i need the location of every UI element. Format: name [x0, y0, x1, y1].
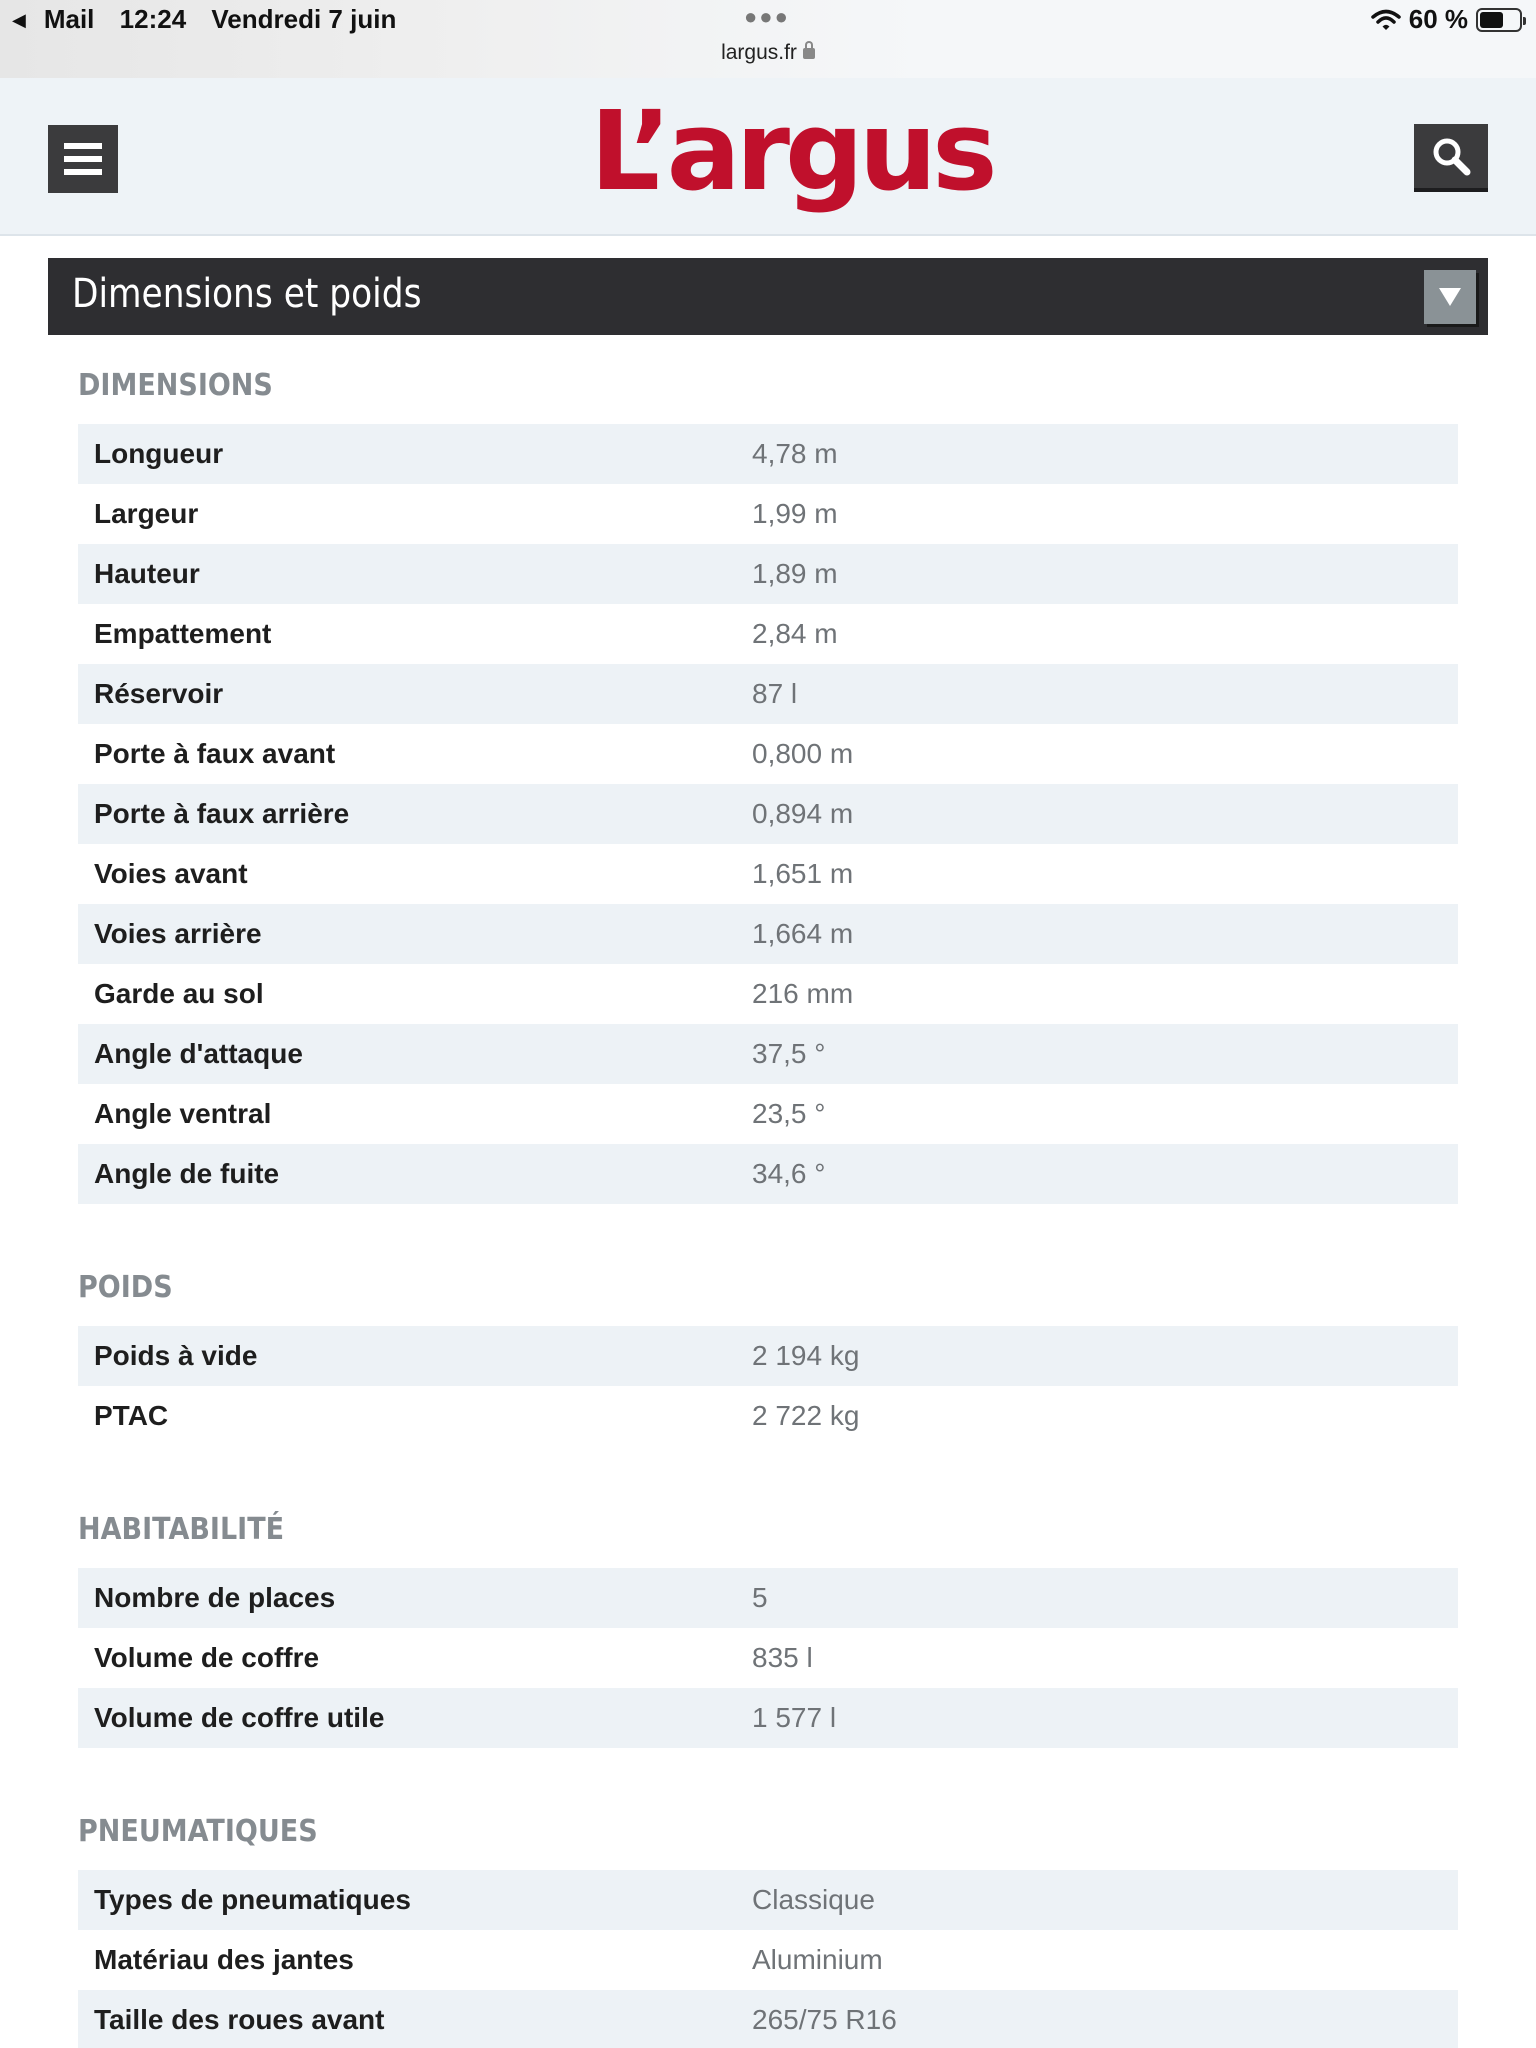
search-icon [1430, 135, 1472, 177]
table-row [78, 1688, 1458, 1748]
status-right [1371, 4, 1522, 35]
site-logo[interactable]: L’argus [590, 87, 993, 215]
menu-button[interactable] [48, 125, 118, 193]
wifi-icon [1371, 9, 1401, 31]
battery-icon [1476, 8, 1522, 32]
spec-label: Longueur [94, 438, 224, 469]
spec-label: Largeur [94, 498, 199, 529]
table-row [78, 1870, 1458, 1930]
hamburger-icon-bar [64, 156, 102, 162]
spec-value: 23,5 ° [752, 1098, 826, 1129]
table-row [78, 1386, 1458, 1446]
table-row [78, 844, 1458, 904]
spec-value: 265/75 R16 [752, 2004, 897, 2035]
table-row [78, 1326, 1458, 1386]
spec-label: PTAC [94, 1400, 169, 1431]
table-row [78, 904, 1458, 964]
spec-label: Volume de coffre [94, 1642, 320, 1673]
table-row [78, 604, 1458, 664]
spec-value: 1,664 m [752, 918, 854, 949]
group-spacer [78, 1446, 1458, 1506]
table-row [78, 964, 1458, 1024]
spec-label: Angle d'attaque [94, 1038, 303, 1069]
spec-value: 34,6 ° [752, 1158, 826, 1189]
group-title: DIMENSIONS [78, 368, 273, 403]
spec-value: 37,5 ° [752, 1038, 826, 1069]
hamburger-icon-bar [64, 169, 102, 175]
spec-value: 4,78 m [752, 438, 838, 469]
search-button[interactable] [1414, 124, 1488, 192]
url-text: largus.fr [721, 41, 797, 64]
status-time: 12:24 [119, 4, 187, 34]
specs-content [78, 362, 1458, 2048]
spec-value: 87 l [752, 678, 798, 709]
spec-label: Voies avant [94, 858, 248, 889]
table-row [78, 1084, 1458, 1144]
status-bar [0, 0, 1536, 78]
group-spacer [78, 1204, 1458, 1264]
table-row [78, 664, 1458, 724]
site-header [0, 78, 1536, 236]
spec-value: 1 577 l [752, 1702, 837, 1733]
section-title: Dimensions et poids [72, 271, 422, 317]
spec-label: Angle de fuite [94, 1158, 280, 1189]
table-row [78, 1930, 1458, 1990]
spec-value: 216 mm [752, 978, 854, 1009]
table-row [78, 1024, 1458, 1084]
table-row [78, 724, 1458, 784]
status-left [12, 4, 414, 35]
spec-label: Matériau des jantes [94, 1944, 354, 1975]
spec-label: Porte à faux avant [94, 738, 336, 769]
spec-table [78, 1326, 1458, 1446]
spec-value: 0,894 m [752, 798, 854, 829]
section-toggle-button[interactable] [1424, 270, 1476, 324]
table-row [78, 1990, 1458, 2048]
spec-label: Réservoir [94, 678, 224, 709]
group-title: HABITABILITÉ [78, 1512, 285, 1547]
back-app-label: Mail [43, 4, 95, 34]
spec-label: Empattement [94, 618, 272, 649]
hamburger-icon [64, 143, 102, 149]
spec-value: 2,84 m [752, 618, 838, 649]
spec-label: Types de pneumatiques [94, 1884, 411, 1915]
chevron-down-icon [1439, 288, 1461, 306]
table-row [78, 544, 1458, 604]
address-bar[interactable] [0, 41, 1536, 65]
table-row [78, 424, 1458, 484]
spec-label: Nombre de places [94, 1582, 336, 1613]
status-date: Vendredi 7 juin [211, 4, 397, 34]
spec-value: 835 l [752, 1642, 813, 1673]
spec-label: Volume de coffre utile [94, 1702, 385, 1733]
back-arrow-icon: ◀ [12, 10, 26, 30]
table-row [78, 784, 1458, 844]
spec-value: 1,99 m [752, 498, 838, 529]
spec-value: 2 194 kg [752, 1340, 860, 1371]
spec-label: Hauteur [94, 558, 200, 589]
spec-table [78, 424, 1458, 1204]
section-header[interactable] [48, 258, 1488, 335]
battery-percent: 60 % [1408, 4, 1468, 34]
spec-label: Porte à faux arrière [94, 798, 350, 829]
spec-label: Angle ventral [94, 1098, 272, 1129]
spec-label: Voies arrière [94, 918, 262, 949]
back-to-app-link[interactable] [12, 4, 94, 34]
group-spacer [78, 1748, 1458, 1808]
spec-table [78, 1568, 1458, 1748]
spec-label: Poids à vide [94, 1340, 258, 1371]
spec-value: 2 722 kg [752, 1400, 860, 1431]
spec-label: Taille des roues avant [94, 2004, 385, 2035]
spec-table [78, 1870, 1458, 2048]
spec-value: Aluminium [752, 1944, 883, 1975]
table-row [78, 1568, 1458, 1628]
group-title: PNEUMATIQUES [78, 1814, 318, 1849]
table-row [78, 484, 1458, 544]
spec-value: 5 [752, 1582, 768, 1613]
group-title: POIDS [78, 1270, 173, 1305]
spec-label: Garde au sol [94, 978, 264, 1009]
table-row [78, 1144, 1458, 1204]
spec-value: Classique [752, 1884, 875, 1915]
spec-value: 1,651 m [752, 858, 854, 889]
battery-fill [1480, 12, 1503, 28]
multitasking-dots-icon[interactable]: ●●● [744, 4, 790, 29]
spec-value: 1,89 m [752, 558, 838, 589]
spec-value: 0,800 m [752, 738, 854, 769]
lock-icon [803, 48, 815, 59]
table-row [78, 1628, 1458, 1688]
